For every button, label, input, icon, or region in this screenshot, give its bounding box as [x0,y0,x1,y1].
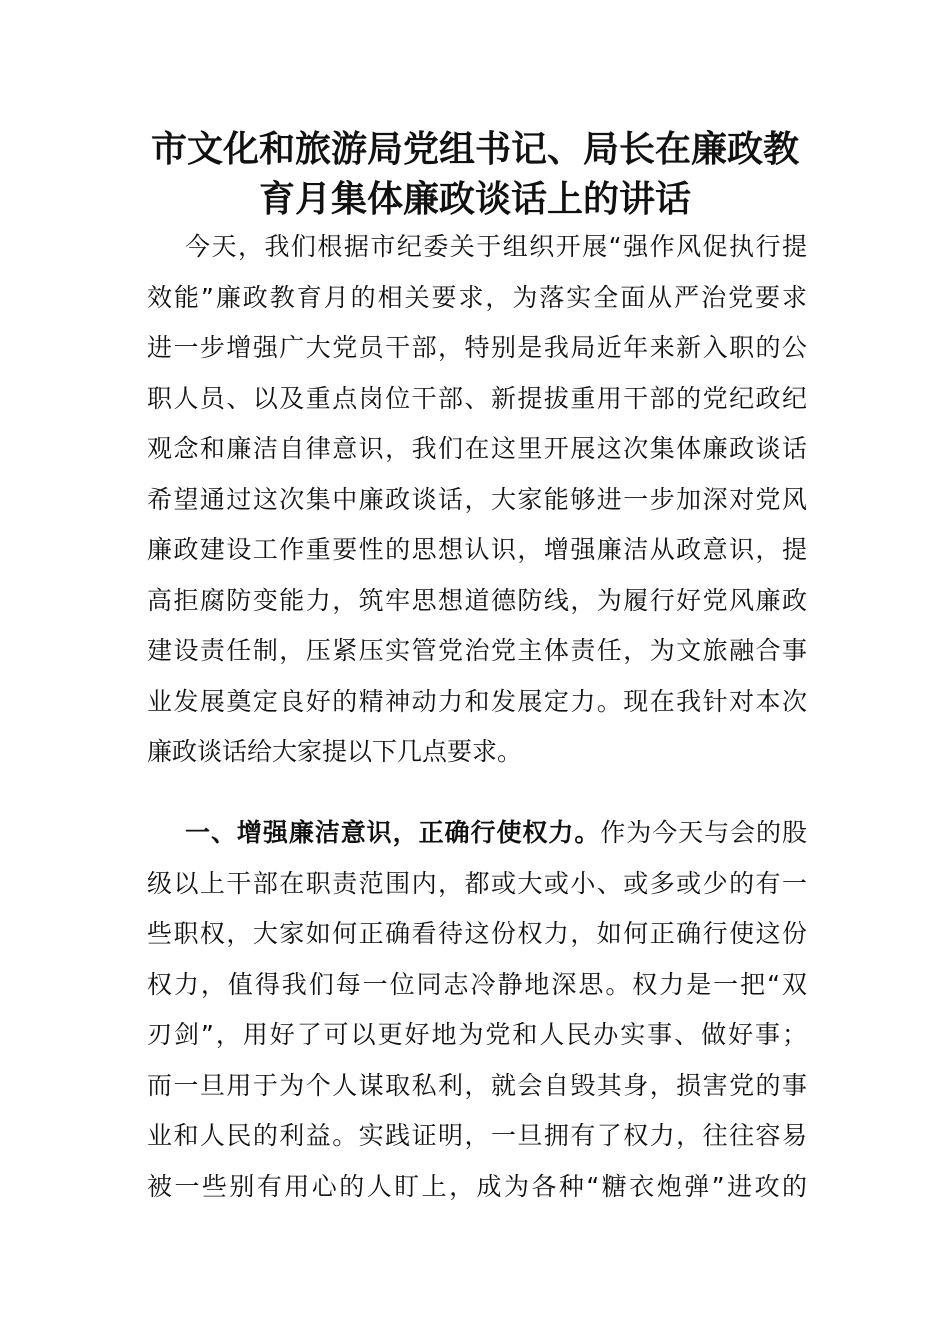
section-1 [147,808,807,1212]
paragraph-line: 权力，值得我们每一位同志冷静地深思。权力是一把“双 [147,969,807,999]
paragraph-line: 廉政谈话给大家提以下几点要求。 [147,737,523,766]
paragraph-intro [147,222,807,778]
paragraph-line: 级以上干部在职责范围内，都或大或小、或多或少的有一 [147,868,807,898]
paragraph-line: 业发展奠定良好的精神动力和发展定力。现在我针对本次 [147,686,807,716]
paragraph-line: 被一些别有用心的人盯上，成为各种“糖衣炮弹”进攻的 [147,1171,807,1201]
section-1-first-line-text: 作为今天与会的股 [600,818,807,847]
paragraph-line: 职人员、以及重点岗位干部、新提拔重用干部的党纪政纪 [147,383,807,413]
paragraph-line: 刃剑”，用好了可以更好地为党和人民办实事、做好事； [147,1020,807,1049]
paragraph-line: 进一步增强广大党员干部，特别是我局近年来新入职的公 [147,333,807,362]
paragraph-line: 廉政建设工作重要性的思想认识，增强廉洁从政意识，提 [147,535,807,564]
document-title-line-1: 市文化和旅游局党组书记、局长在廉政教 [150,128,799,170]
paragraph-line: 业和人民的利益。实践证明，一旦拥有了权力，往往容易 [147,1121,807,1150]
paragraph-line: 建设责任制，压紧压实管党治党主体责任，为文旅融合事 [147,636,807,665]
section-1-heading: 一、增强廉洁意识，正确行使权力。 [185,818,601,847]
paragraph-line: 希望通过这次集中廉政谈话，大家能够进一步加深对党风 [147,484,807,514]
document-title-line-2: 育月集体廉政谈话上的讲话 [258,178,691,220]
paragraph-line: 些职权，大家如何正确看待这份权力，如何正确行使这份 [147,919,807,948]
section-1-first-line [147,808,807,859]
paragraph-line: 而一旦用于为个人谋取私利，就会自毁其身，损害党的事 [147,1070,807,1100]
paragraph-line: 效能”廉政教育月的相关要求，为落实全面从严治党要求 [147,282,807,312]
paragraph-line: 今天，我们根据市纪委关于组织开展“强作风促执行提 [185,232,807,261]
paragraph-line: 高拒腐防变能力，筑牢思想道德防线，为履行好党风廉政 [147,585,807,615]
paragraph-line: 观念和廉洁自律意识，我们在这里开展这次集体廉政谈话 [147,434,807,463]
